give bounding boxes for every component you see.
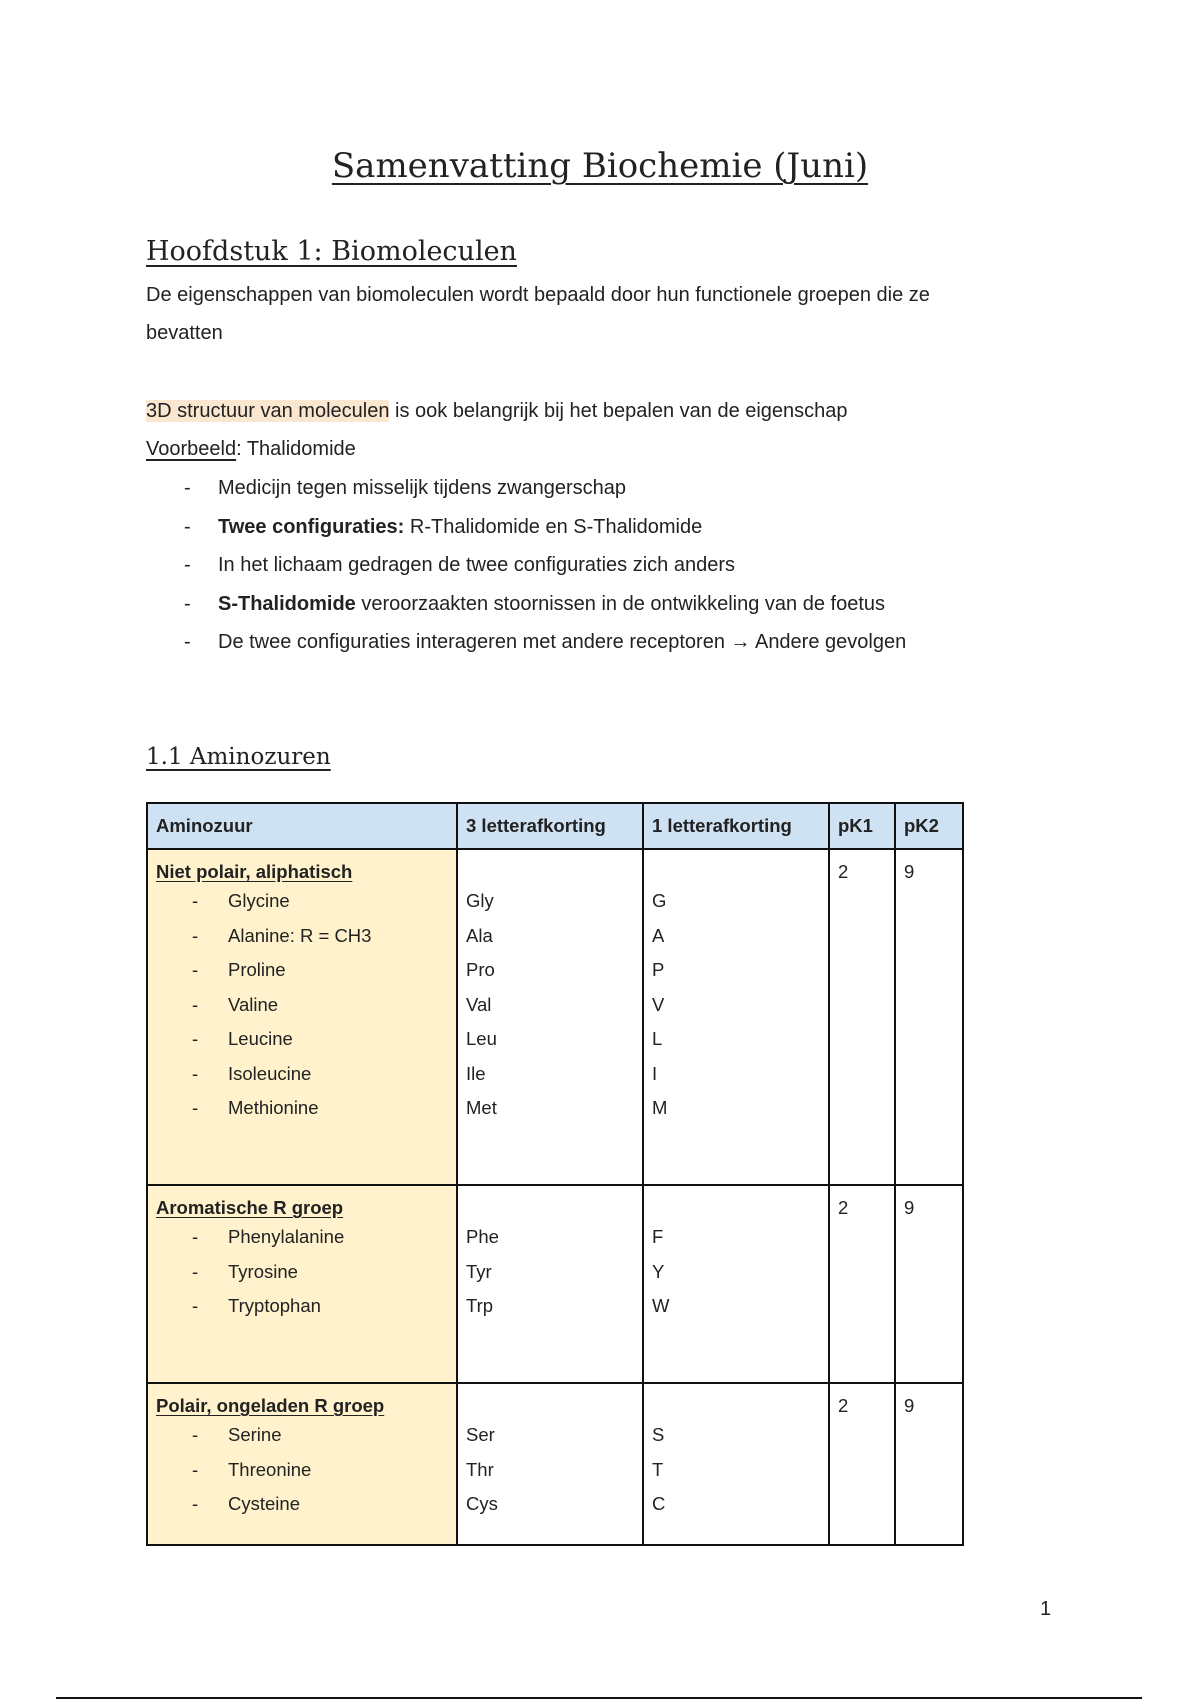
list-item: Cys bbox=[466, 1493, 498, 1514]
list-item: Y bbox=[652, 1260, 665, 1282]
list-item: - Cysteine bbox=[192, 1493, 300, 1514]
pk2-cell: 9 bbox=[895, 849, 963, 1185]
one-letter-cell bbox=[643, 849, 829, 1185]
page-divider bbox=[56, 1697, 1142, 1699]
group-title: Polair, ongeladen R groep bbox=[156, 1395, 385, 1416]
list-item: F bbox=[652, 1226, 664, 1247]
list-item: V bbox=[652, 993, 665, 1015]
list-item: - Proline bbox=[192, 959, 286, 980]
amino-name-list bbox=[156, 1418, 448, 1522]
list-item: S bbox=[652, 1424, 665, 1445]
one-letter-cell bbox=[643, 1185, 829, 1383]
group-cell bbox=[147, 1383, 457, 1545]
group-cell bbox=[147, 849, 457, 1185]
three-letter-cell bbox=[457, 1383, 643, 1545]
document-title: Samenvatting Biochemie (Juni) bbox=[331, 146, 869, 186]
list-item: C bbox=[652, 1493, 666, 1514]
list-item: Ser bbox=[466, 1424, 495, 1445]
list-item: - Serine bbox=[192, 1424, 282, 1445]
amino-acid-table bbox=[146, 802, 964, 1546]
table-row bbox=[147, 1185, 963, 1383]
one-letter-cell bbox=[643, 1383, 829, 1545]
bullet-item: - Medicijn tegen misselijk tijdens zwangerschap bbox=[184, 477, 626, 499]
page-number: 1 bbox=[1040, 1598, 1052, 1620]
list-item: W bbox=[652, 1295, 670, 1316]
three-letter-cell bbox=[457, 849, 643, 1185]
header-amino: Aminozuur bbox=[147, 803, 457, 849]
amino-name-list bbox=[156, 884, 448, 1126]
bullet-item: - De twee configuraties interageren met andere receptoren → Andere gevolgen bbox=[184, 631, 907, 653]
header-pk1: pK1 bbox=[829, 803, 895, 849]
list-item: Gly bbox=[466, 890, 494, 911]
group-title: Niet polair, aliphatisch bbox=[156, 861, 353, 882]
list-item: Phe bbox=[466, 1226, 499, 1247]
list-item: - Threonine bbox=[192, 1458, 312, 1480]
list-item: - Alanine: R = CH3 bbox=[192, 924, 372, 946]
group-cell bbox=[147, 1185, 457, 1383]
pk1-cell: 2 bbox=[829, 849, 895, 1185]
list-item: T bbox=[652, 1458, 664, 1480]
header-three-letter: 3 letterafkorting bbox=[457, 803, 643, 849]
header-pk2: pK2 bbox=[895, 803, 963, 849]
chapter-heading: Hoofdstuk 1: Biomoleculen bbox=[146, 236, 517, 267]
list-item: Leu bbox=[466, 1028, 497, 1049]
list-item: L bbox=[652, 1028, 663, 1049]
list-item: - Tryptophan bbox=[192, 1295, 321, 1316]
list-item: Pro bbox=[466, 959, 495, 980]
pk1-cell: 2 bbox=[829, 1185, 895, 1383]
list-item: - Methionine bbox=[192, 1097, 319, 1118]
structure-paragraph: 3D structuur van moleculen is ook belangrijk bij het bepalen van de eigenschap Voorbeeld: Thalidomide bbox=[146, 400, 848, 460]
three-letter-cell bbox=[457, 1185, 643, 1383]
bullet-item: - In het lichaam gedragen de twee configuraties zich anders bbox=[184, 554, 735, 576]
bullet-item: - Twee configuraties: R-Thalidomide en S-Thalidomide bbox=[184, 515, 703, 538]
pk1-cell: 2 bbox=[829, 1383, 895, 1545]
example-label: Voorbeeld bbox=[146, 438, 237, 460]
list-item: - Isoleucine bbox=[192, 1062, 312, 1084]
list-item: Ala bbox=[466, 924, 493, 946]
bullet-item: - S-Thalidomide veroorzaakten stoornissen in de ontwikkeling van de foetus bbox=[184, 592, 885, 615]
group-title: Aromatische R groep bbox=[156, 1197, 344, 1218]
list-item: G bbox=[652, 890, 667, 911]
list-item: Val bbox=[466, 993, 492, 1015]
list-item: - Valine bbox=[192, 993, 279, 1015]
list-item: - Tyrosine bbox=[192, 1260, 298, 1282]
list-item: Trp bbox=[466, 1295, 494, 1316]
pk2-cell: 9 bbox=[895, 1383, 963, 1545]
list-item: - Leucine bbox=[192, 1028, 293, 1049]
list-item: A bbox=[652, 924, 665, 946]
table-row bbox=[147, 849, 963, 1185]
header-one-letter: 1 letterafkorting bbox=[643, 803, 829, 849]
list-item: Ile bbox=[466, 1062, 486, 1084]
pk2-cell: 9 bbox=[895, 1185, 963, 1383]
amino-name-list bbox=[156, 1220, 448, 1324]
list-item: Thr bbox=[466, 1458, 494, 1480]
thalidomide-bullets bbox=[146, 469, 1106, 662]
highlighted-phrase: 3D structuur van moleculen bbox=[146, 400, 390, 422]
list-item: M bbox=[652, 1097, 668, 1118]
list-item: Tyr bbox=[466, 1260, 492, 1282]
list-item: I bbox=[652, 1062, 658, 1084]
list-item: Met bbox=[466, 1097, 497, 1118]
section-heading: 1.1 Aminozuren bbox=[146, 744, 331, 770]
table-row bbox=[147, 1383, 963, 1545]
intro-paragraph: De eigenschappen van biomoleculen wordt bepaald door hun functionele groepen die ze bevatten bbox=[146, 284, 930, 344]
list-item: - Glycine bbox=[192, 890, 290, 911]
list-item: P bbox=[652, 959, 665, 980]
list-item: - Phenylalanine bbox=[192, 1226, 345, 1247]
table-header-row bbox=[147, 803, 963, 849]
